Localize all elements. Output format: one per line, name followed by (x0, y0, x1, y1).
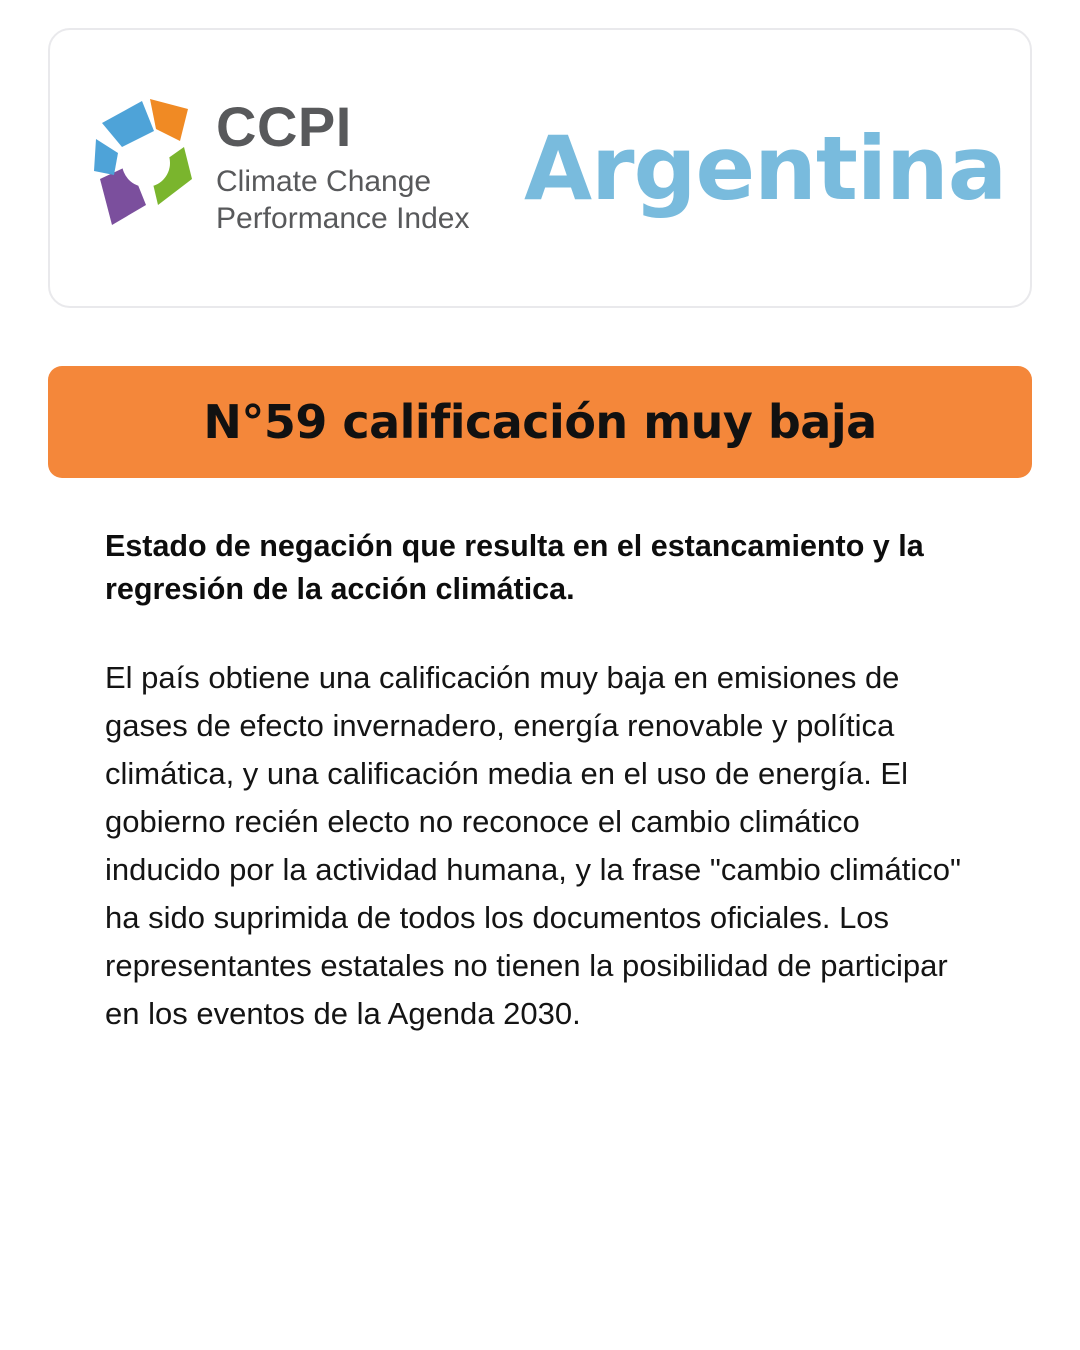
content-block (105, 525, 985, 1038)
ccpi-logo (80, 68, 500, 268)
ccpi-logo-subtitle-line2: Performance Index (216, 202, 470, 235)
ccpi-logo-title: CCPI (216, 94, 352, 158)
rank-banner (48, 366, 1032, 478)
ccpi-ring-icon (84, 83, 204, 253)
rank-banner-label: N°59 calificación muy baja (203, 395, 877, 449)
ccpi-logo-subtitle-line1: Climate Change (216, 164, 432, 198)
country-title: Argentina (524, 116, 1007, 220)
summary-lead: Estado de negación que resulta en el estancamiento y la regresión de la acción climática. (105, 529, 924, 607)
ccpi-logo-text (216, 94, 486, 238)
header-card (48, 28, 1032, 308)
summary-paragraph: El país obtiene una calificación muy baja en emisiones de gases de efecto invernadero, energía renovable y política climática, y una calificación media en el uso de energía. El gobierno recién electo no reconoce el cambio climático inducido por la actividad humana, y la frase "cambio climático" ha sido suprimida de todos los documentos oficiales. Los representantes estatales no tienen la posibilidad de participar en los eventos de la Agenda 2030. (105, 659, 961, 1031)
